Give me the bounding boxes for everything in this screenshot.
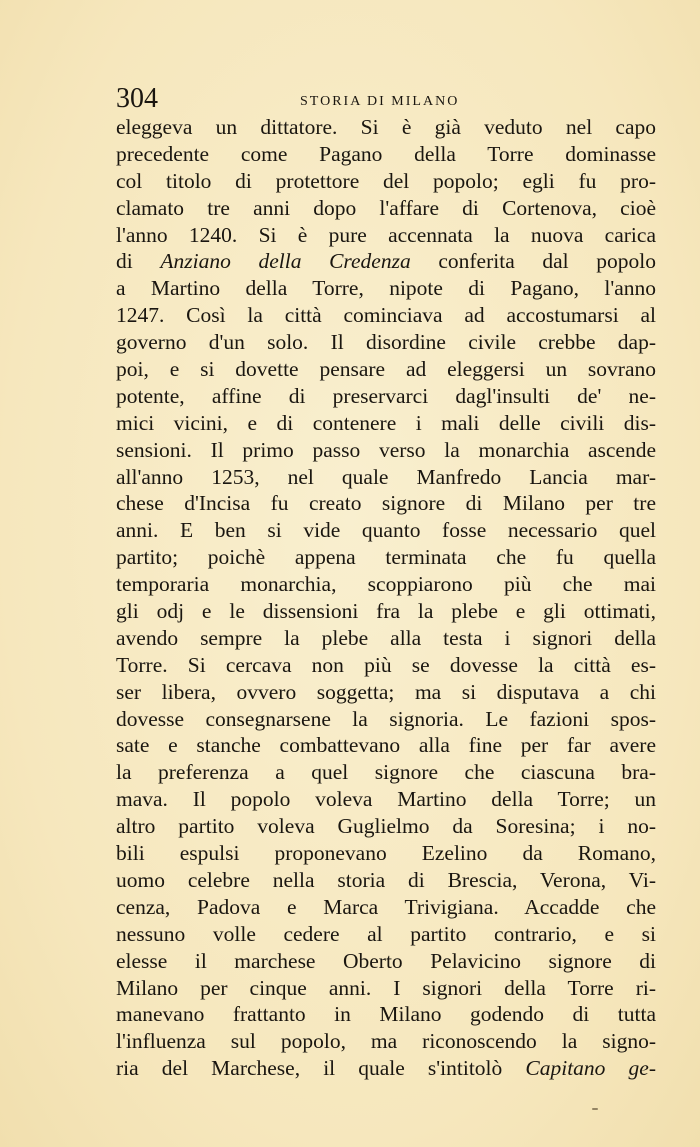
text-line: partito; poichè appena terminata che fu quella [116,545,656,570]
text-line: Milano per cinque anni. I signori della Torre ri- [116,975,656,1000]
italic-term: Capitano ge- [525,1056,656,1081]
text-line: governo d'un solo. Il disordine civile crebbe dap- [116,330,656,355]
text-line: clamato tre anni dopo l'affare di Cortenova, cioè [116,195,656,220]
text-line: nessuno volle cedere al partito contrario, e si [116,921,656,946]
text-line: di Anziano della Credenza conferita dal popolo [116,249,656,274]
text-line: cenza, Padova e Marca Trivigiana. Accadde che [116,894,656,919]
text-line: dovesse consegnarsene la signoria. Le fazioni spos- [116,706,656,731]
text-line: col titolo di protettore del popolo; egli fu pro- [116,168,656,193]
text-line: ser libera, ovvero soggetta; ma si disputava a chi [116,679,656,704]
text-line: la preferenza a quel signore che ciascuna bra- [116,760,656,785]
text-line: temporaria monarchia, scoppiarono più che mai [116,572,656,597]
text-line: elesse il marchese Oberto Pelavicino signore di [116,948,656,973]
running-title: STORIA DI MILANO [300,94,460,109]
text-line: potente, affine di preservarci dagl'insulti de' ne- [116,383,656,408]
text-line: sate e stanche combattevano alla fine per far avere [116,733,656,758]
text-line: mici vicini, e di contenere i mali delle civili dis- [116,410,656,435]
text-line: altro partito voleva Guglielmo da Soresina; i no- [116,814,656,839]
text-line: gli odj e le dissensioni fra la plebe e gli ottimati, [116,599,656,624]
text-line: Torre. Si cercava non più se dovesse la città es- [116,652,656,677]
text-line: uomo celebre nella storia di Brescia, Verona, Vi- [116,867,656,892]
text-line: precedente come Pagano della Torre dominasse [116,141,656,166]
text-line: all'anno 1253, nel quale Manfredo Lancia mar- [116,464,656,489]
body-text [116,114,656,1082]
text-line: l'anno 1240. Si è pure accennata la nuova carica [116,222,656,247]
page-number: 304 [116,83,158,114]
text-line: poi, e si dovette pensare ad eleggersi un sovrano [116,357,656,382]
print-speck [592,1108,598,1110]
text-line: manevano frattanto in Milano godendo di tutta [116,1002,656,1027]
text-line: chese d'Incisa fu creato signore di Milano per tre [116,491,656,516]
text-line: mava. Il popolo voleva Martino della Torre; un [116,787,656,812]
text-line: ria del Marchese, il quale s'intitolò Capitano ge- [116,1056,656,1081]
text-line: anni. E ben si vide quanto fosse necessario quel [116,518,656,543]
text-line: 1247. Così la città cominciava ad accostumarsi al [116,303,656,328]
text-line: bili espulsi proponevano Ezelino da Romano, [116,841,656,866]
text-line: eleggeva un dittatore. Si è già veduto nel capo [116,115,656,139]
text-line: a Martino della Torre, nipote di Pagano, l'anno [116,276,656,301]
text-line: l'influenza sul popolo, ma riconoscendo la signo- [116,1029,656,1054]
text-line: avendo sempre la plebe alla testa i signori della [116,625,656,650]
text-line: sensioni. Il primo passo verso la monarchia ascende [116,437,656,462]
italic-term: Anziano della Credenza [160,249,411,274]
